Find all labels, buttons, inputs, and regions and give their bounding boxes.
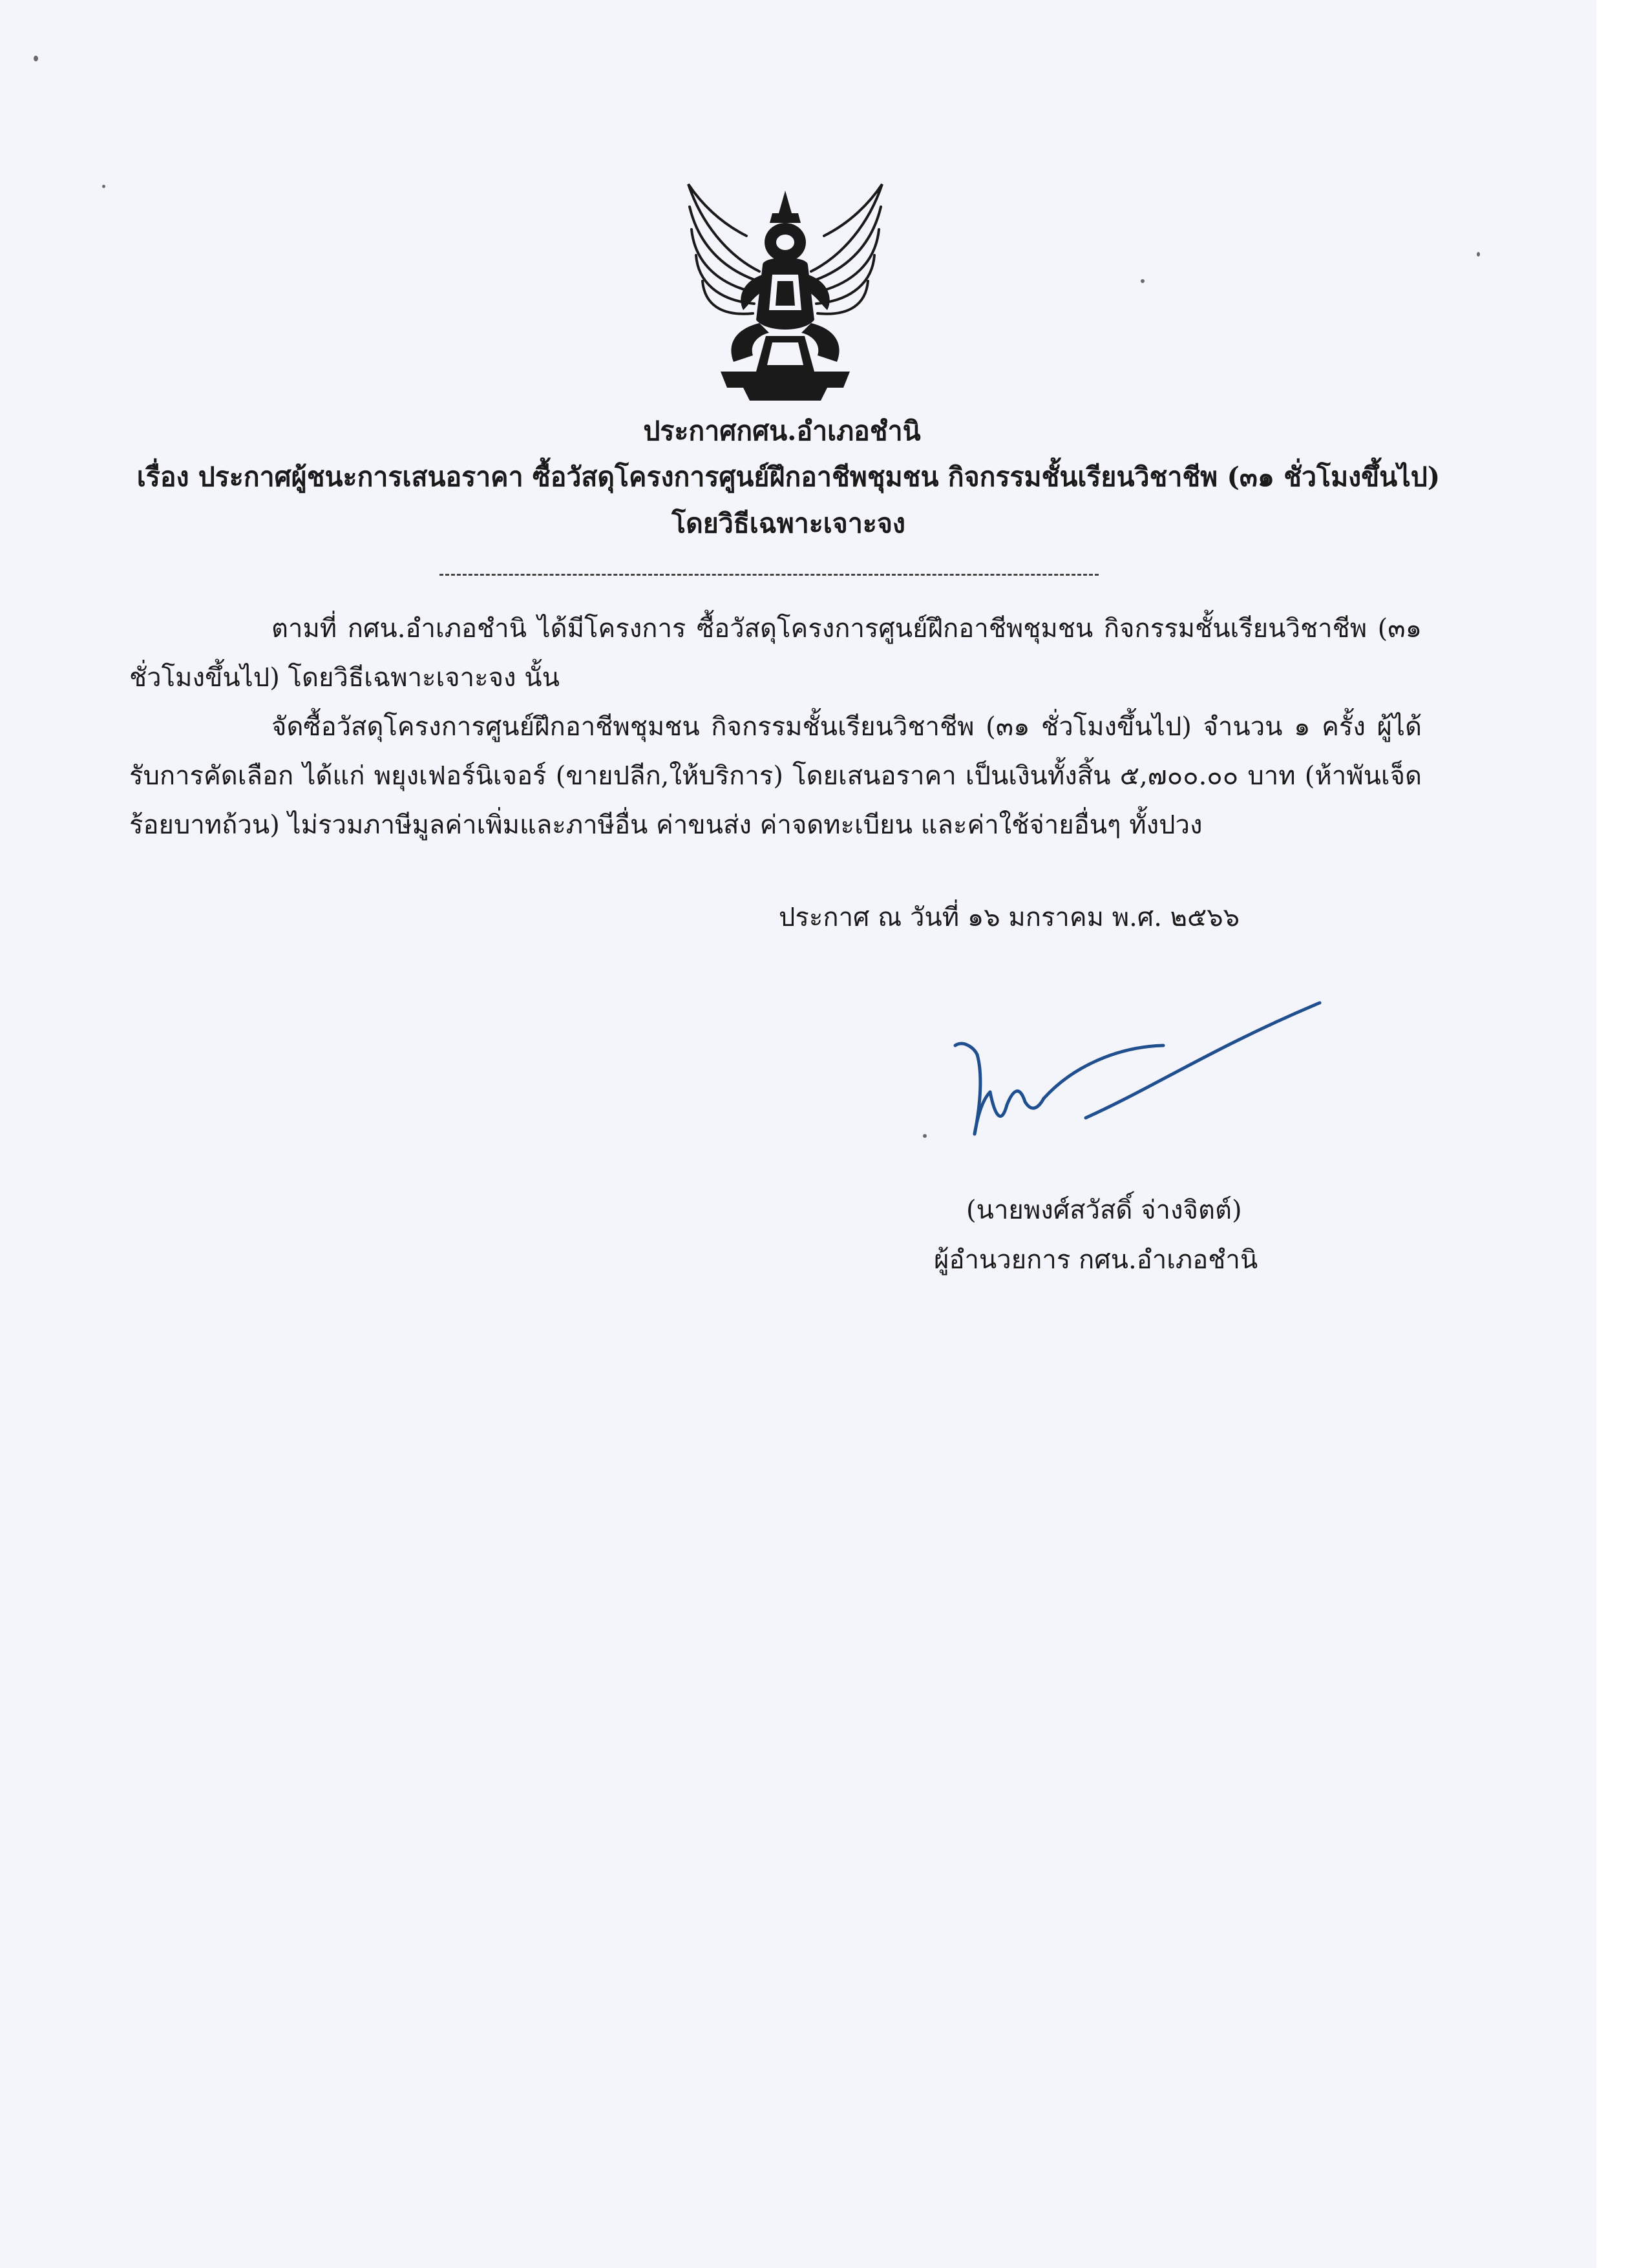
body-paragraph-2: จัดซื้อวัสดุโครงการศูนย์ฝึกอาชีพชุมชน กิจกรรมชั้นเรียนวิชาชีพ (๓๑ ชั่วโมงขึ้นไป) จำนวน ๑ ครั้ง ผู้ได้รับการคัดเลือก ได้แก่ พยุงเฟอร์นิเจอร์ (ขายปลีก,ให้บริการ) โดยเสนอราคา เป็นเงินทั้งสิ้น ๕,๗๐๐.๐๐ บาท (ห้าพันเจ็ดร้อยบาทถ้วน) ไม่รวมภาษีมูลค่าเพิ่มและภาษีอื่น ค่าขนส่ง ค่าจดทะเบียน และค่าใช้จ่ายอื่นๆ ทั้งปวง [129, 712, 1422, 840]
announcement-title: ประกาศกศน.อำเภอชำนิ [643, 415, 921, 446]
scan-speck [34, 56, 38, 61]
signatory-name: (นายพงศ์สวัสดิ์ จ่างจิตต์) [966, 1195, 1242, 1225]
announcement-date: ประกาศ ณ วันที่ ๑๖ มกราคม พ.ศ. ๒๕๖๖ [779, 903, 1240, 932]
garuda-emblem [682, 178, 889, 401]
scanner-edge-strip [1596, 0, 1648, 2268]
signatory-position: ผู้อำนวยการ กศน.อำเภอชำนิ [934, 1245, 1258, 1275]
body-paragraph-1: ตามที่ กศน.อำเภอชำนิ ได้มีโครงการ ซื้อวัสดุโครงการศูนย์ฝึกอาชีพชุมชน กิจกรรมชั้นเรียนวิชาชีพ (๓๑ ชั่วโมงขึ้นไป) โดยวิธีเฉพาะเจาะจง นั้น [129, 614, 1422, 693]
handwritten-signature [911, 995, 1325, 1150]
announcement-subject: เรื่อง ประกาศผู้ชนะการเสนอราคา ซื้อวัสดุโครงการศูนย์ฝึกอาชีพชุมชน กิจกรรมชั้นเรียนวิชาชีพ (๓๑ ชั่วโมงขึ้นไป) โดยวิธีเฉพาะเจาะจง [136, 461, 1441, 539]
scan-speck [102, 185, 105, 188]
scan-speck [1477, 252, 1480, 257]
dashed-divider [439, 574, 1099, 576]
scan-speck [1141, 279, 1145, 283]
